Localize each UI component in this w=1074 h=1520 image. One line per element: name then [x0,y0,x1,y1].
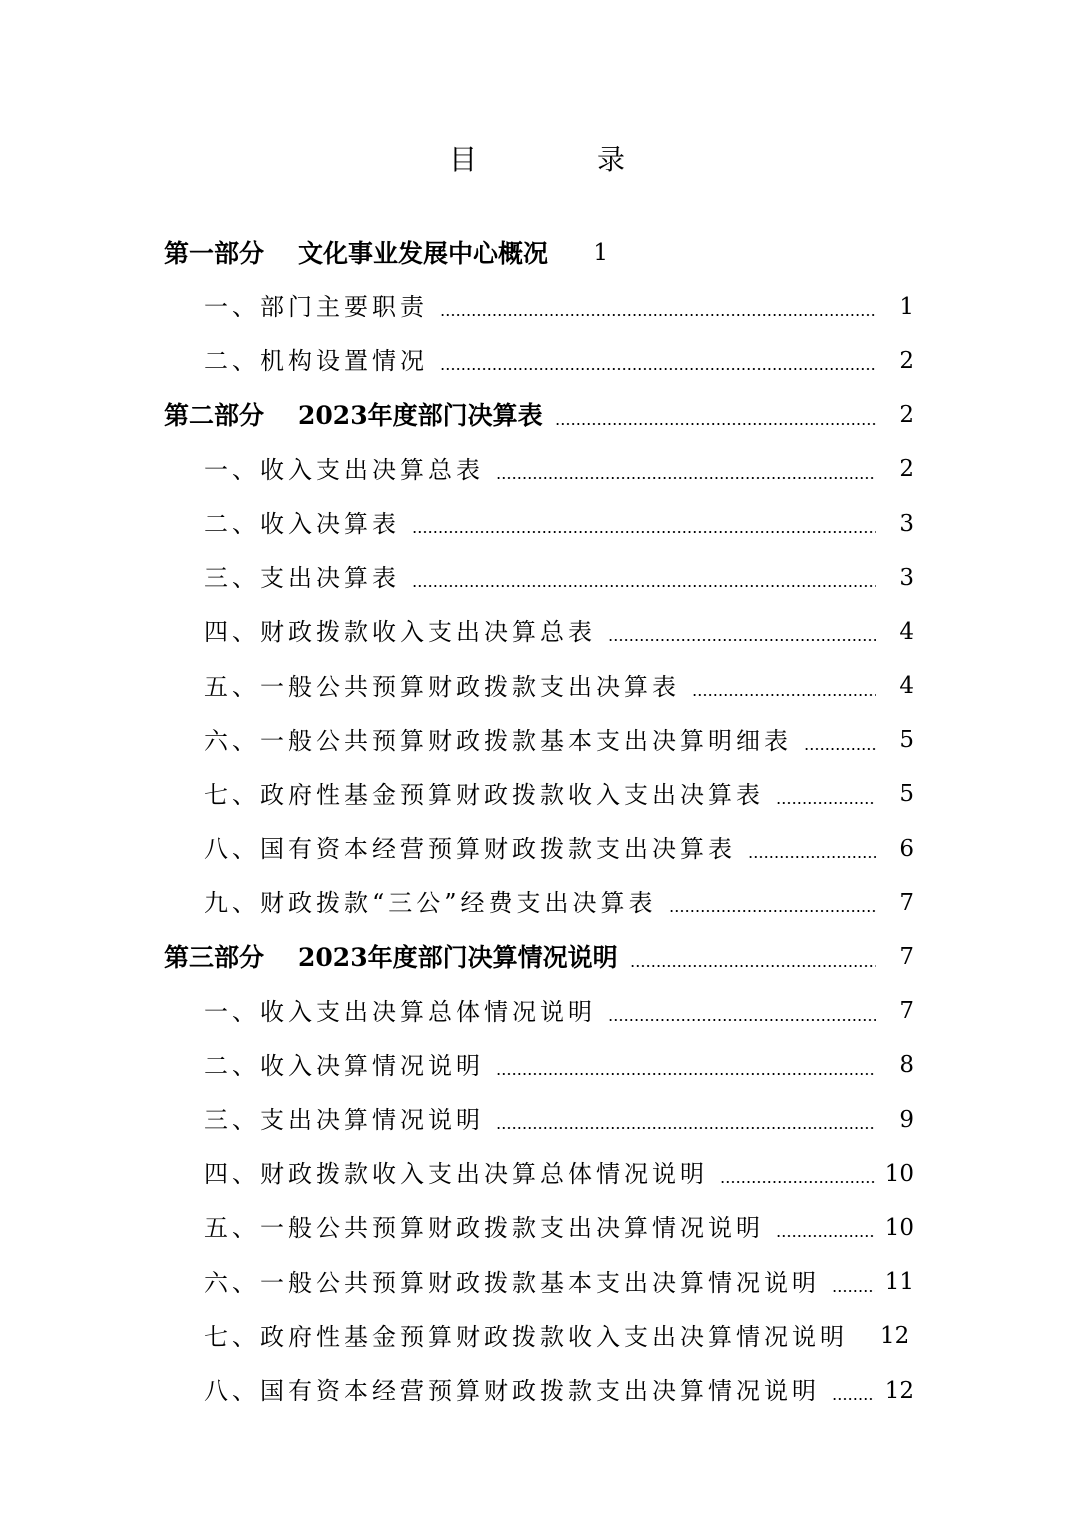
toc-page-number: 2 [899,456,914,483]
toc-entry-text: 七、政府性基金预算财政拨款收入支出决算表 [204,780,764,809]
toc-section-entry[interactable] [0,1256,1074,1310]
title-char-2: 录 [597,143,626,176]
toc-section-entry[interactable] [0,1039,1074,1093]
toc-entry-label [204,835,736,864]
toc-section-entry[interactable] [0,280,1074,334]
toc-dot-leader [496,1072,876,1076]
title-char-1: 目 [448,143,477,176]
toc-dot-leader [748,855,876,859]
toc-page-number: 3 [899,510,914,537]
toc-page-number: 7 [899,944,914,971]
toc-section-entry[interactable] [0,1310,1074,1364]
toc-entry-label [204,1377,820,1406]
toc-section-entry[interactable] [0,768,1074,822]
toc-section-entry[interactable] [0,822,1074,876]
toc-dot-leader [720,1180,875,1184]
toc-dot-leader [669,909,876,913]
toc-page-number: 3 [899,564,914,591]
toc-section-entry[interactable] [0,660,1074,714]
toc-part-entry[interactable] [0,226,1074,280]
toc-entry-text: 一、收入支出决算总表 [204,455,484,484]
toc-entry-label [204,618,596,647]
toc-section-entry[interactable] [0,985,1074,1039]
toc-entry-text: 五、一般公共预算财政拨款支出决算情况说明 [204,1214,764,1243]
toc-entry-text: 五、一般公共预算财政拨款支出决算表 [204,672,680,701]
toc-entry-text: 四、财政拨款收入支出决算总表 [204,618,596,647]
toc-entry-label [204,1214,764,1243]
toc-entry-text: 三、支出决算表 [204,564,400,593]
toc-page-number: 6 [899,835,914,862]
toc-page-number: 7 [899,889,914,916]
toc-section-entry[interactable] [0,551,1074,605]
toc-dot-leader [412,584,876,588]
toc-page-number: 5 [899,781,914,808]
toc-entry-label [164,401,543,431]
toc-page-number: 4 [899,618,914,645]
toc-page-number: 7 [899,998,914,1025]
toc-entry-label [204,1106,484,1135]
toc-dot-leader [560,259,570,263]
toc-section-entry[interactable] [0,1201,1074,1255]
toc-page-number: 4 [899,673,914,700]
toc-dot-leader [832,1289,875,1293]
toc-entry-label [164,943,618,973]
toc-entry-text: 二、收入决算情况说明 [204,1051,484,1080]
toc-entry-text: 一、部门主要职责 [204,293,428,322]
toc-section-entry[interactable] [0,497,1074,551]
toc-entry-label [204,889,657,918]
toc-entry-text: 一、收入支出决算总体情况说明 [204,997,596,1026]
toc-page-number: 8 [899,1052,914,1079]
toc-entry-label [204,564,400,593]
toc-dot-leader [608,1018,876,1022]
toc-entry-label [204,455,484,484]
toc-section-entry[interactable] [0,605,1074,659]
toc-entry-text: 二、收入决算表 [204,510,400,539]
toc-entry-text: 二、机构设置情况 [204,347,428,376]
toc-entry-label [204,997,596,1026]
page-title [0,138,1074,182]
toc-dot-leader [496,1126,876,1130]
toc-page-number: 10 [884,1214,914,1241]
toc-section-entry[interactable] [0,443,1074,497]
toc-page-number: 12 [880,1323,910,1350]
toc-dot-leader [630,964,876,968]
toc-section-entry[interactable] [0,1364,1074,1418]
toc-dot-leader [440,313,876,317]
toc-part-number: 第三部分 [164,943,265,973]
toc-dot-leader [440,367,876,371]
toc-dot-leader [608,638,876,642]
toc-page-number: 10 [884,1160,914,1187]
toc-page-number: 11 [884,1269,914,1296]
toc-entry-text: 四、财政拨款收入支出决算总体情况说明 [204,1160,708,1189]
toc-entry-text: 三、支出决算情况说明 [204,1106,484,1135]
toc-dot-leader [860,1343,870,1347]
toc-entry-label [204,347,428,376]
toc-dot-leader [832,1397,875,1401]
toc-entry-label [204,1160,708,1189]
toc-page-number: 9 [899,1106,914,1133]
toc-entry-text: 文化事业发展中心概况 [298,238,549,268]
toc-dot-leader [412,530,876,534]
toc-entry-label [204,293,428,322]
toc-entry-text: 七、政府性基金预算财政拨款收入支出决算情况说明 [204,1322,848,1351]
toc-entry-text: 八、国有资本经营预算财政拨款支出决算情况说明 [204,1377,820,1406]
table-of-contents [0,226,1074,1418]
toc-entry-label [204,510,400,539]
toc-part-number: 第一部分 [164,238,265,268]
toc-section-entry[interactable] [0,876,1074,930]
toc-dot-leader [804,747,876,751]
toc-entry-label [204,1051,484,1080]
toc-entry-text: 2023年度部门决算情况说明 [298,943,618,973]
toc-entry-text: 八、国有资本经营预算财政拨款支出决算表 [204,835,736,864]
toc-page-number: 5 [899,727,914,754]
toc-dot-leader [692,693,876,697]
toc-entry-label [204,780,764,809]
toc-entry-label [204,1268,820,1297]
toc-dot-leader [776,801,876,805]
toc-page-number: 2 [899,402,914,429]
toc-dot-leader [776,1234,875,1238]
toc-entry-label [204,672,680,701]
toc-part-entry[interactable] [0,930,1074,984]
toc-page-number: 1 [899,293,914,320]
toc-entry-text: 九、财政拨款“三公”经费支出决算表 [204,889,657,918]
toc-entry-text: 六、一般公共预算财政拨款基本支出决算明细表 [204,726,792,755]
toc-part-number: 第二部分 [164,401,265,431]
toc-entry-label [204,726,792,755]
toc-dot-leader [555,422,876,426]
toc-dot-leader [496,476,876,480]
toc-page-number: 12 [884,1377,914,1404]
toc-section-entry[interactable] [0,334,1074,388]
toc-section-entry[interactable] [0,1147,1074,1201]
toc-section-entry[interactable] [0,1093,1074,1147]
toc-entry-text: 2023年度部门决算表 [298,401,543,431]
toc-page-number: 2 [899,347,914,374]
toc-page-number: 1 [593,239,609,266]
toc-entry-label [204,1322,848,1351]
toc-entry-text: 六、一般公共预算财政拨款基本支出决算情况说明 [204,1268,820,1297]
toc-section-entry[interactable] [0,714,1074,768]
toc-entry-label [164,238,549,268]
toc-part-entry[interactable] [0,389,1074,443]
